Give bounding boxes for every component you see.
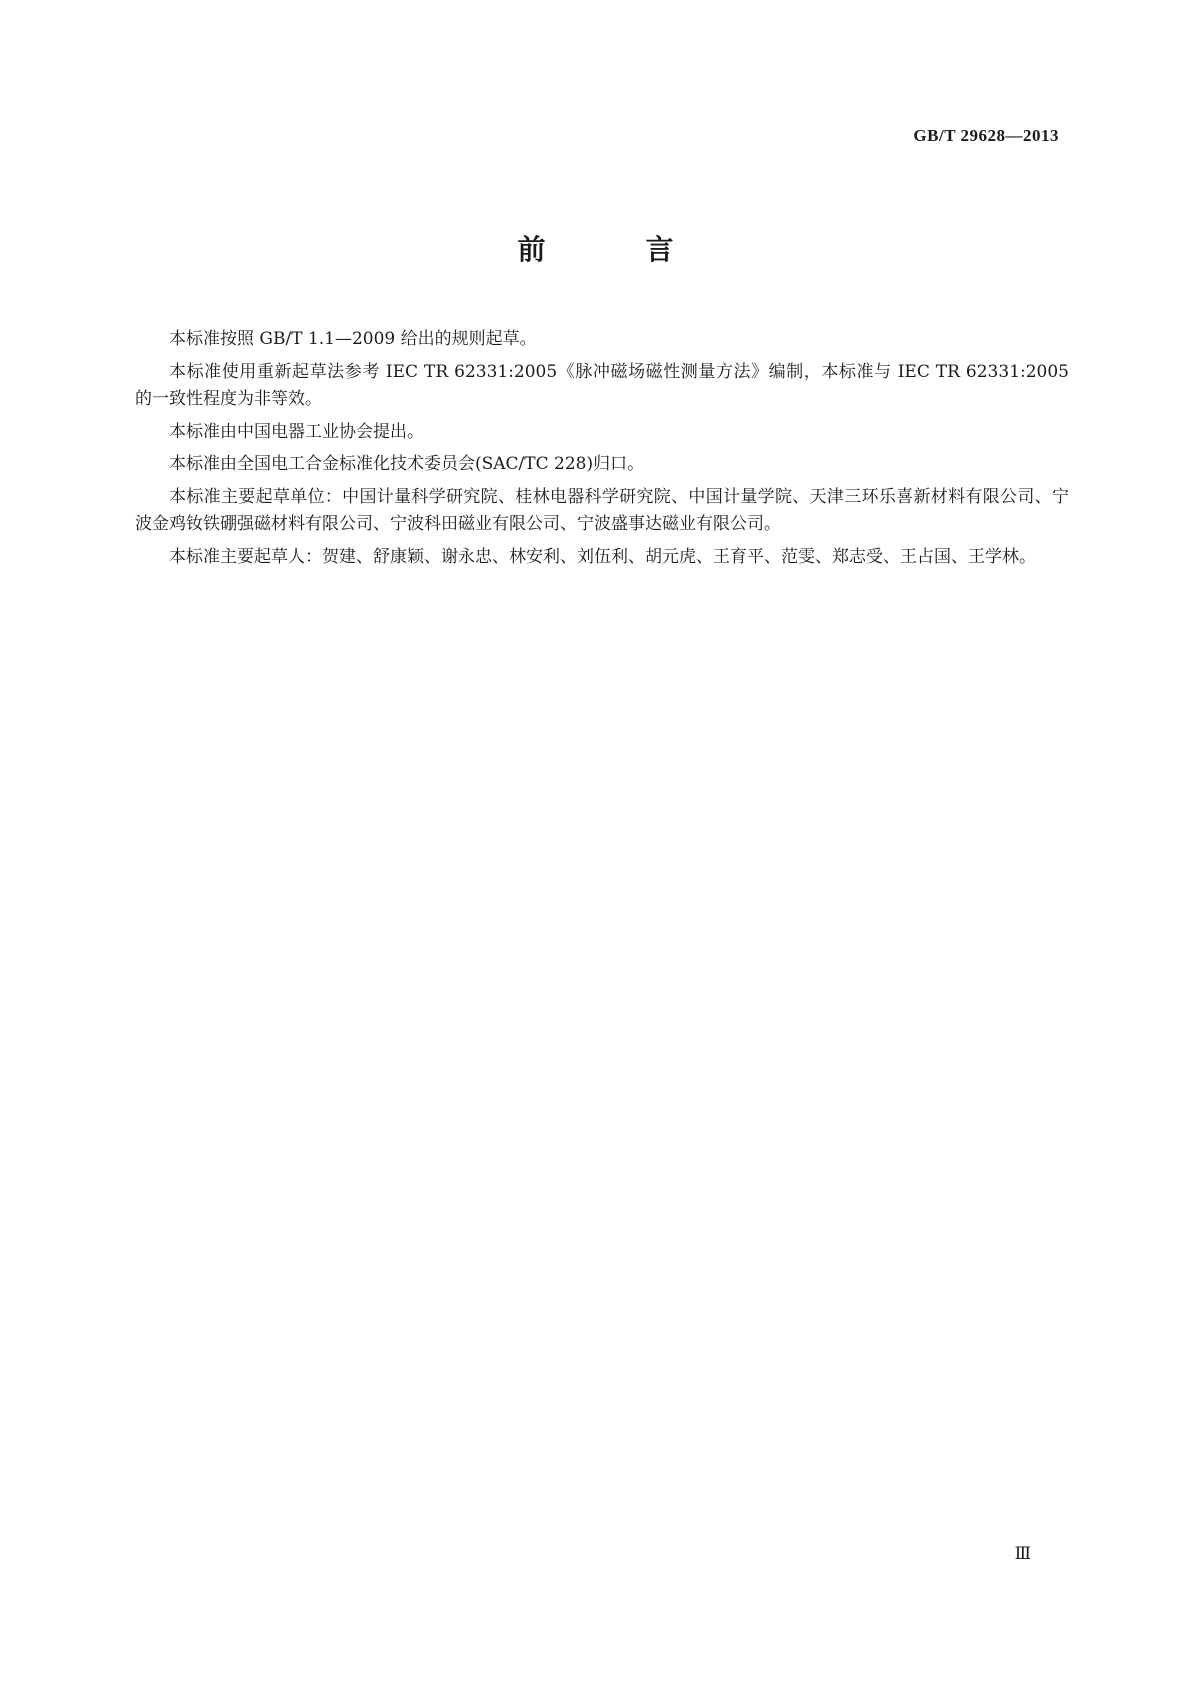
page-number: Ⅲ <box>1014 1544 1031 1563</box>
paragraph-reference-standard: 本标准使用重新起草法参考 IEC TR 62331:2005《脉冲磁场磁性测量方法》编制，本标准与 IEC TR 62331:2005 的一致性程度为非等效。 <box>135 361 1069 409</box>
paragraph-drafters: 本标准主要起草人：贺建、舒康颖、谢永忠、林安利、刘伍利、胡元虎、王育平、范雯、郑志受、王占国、王学林。 <box>169 546 1036 567</box>
paragraph-drafting-units: 本标准主要起草单位：中国计量科学研究院、桂林电器科学研究院、中国计量学院、天津三环乐喜新材料有限公司、宁波金鸡钕铁硼强磁材料有限公司、宁波科田磁业有限公司、宁波盛事达磁业有限公司。 <box>135 486 1069 534</box>
paragraph-technical-committee: 本标准由全国电工合金标准化技术委员会(SAC/TC 228)归口。 <box>169 454 645 474</box>
paragraph-proposer: 本标准由中国电器工业协会提出。 <box>169 421 424 442</box>
paragraph-drafting-rules: 本标准按照 GB/T 1.1—2009 给出的规则起草。 <box>169 329 537 349</box>
standard-code: GB/T 29628—2013 <box>913 126 1059 145</box>
foreword-body <box>135 326 1069 576</box>
page-title: 前 言 <box>517 233 710 266</box>
